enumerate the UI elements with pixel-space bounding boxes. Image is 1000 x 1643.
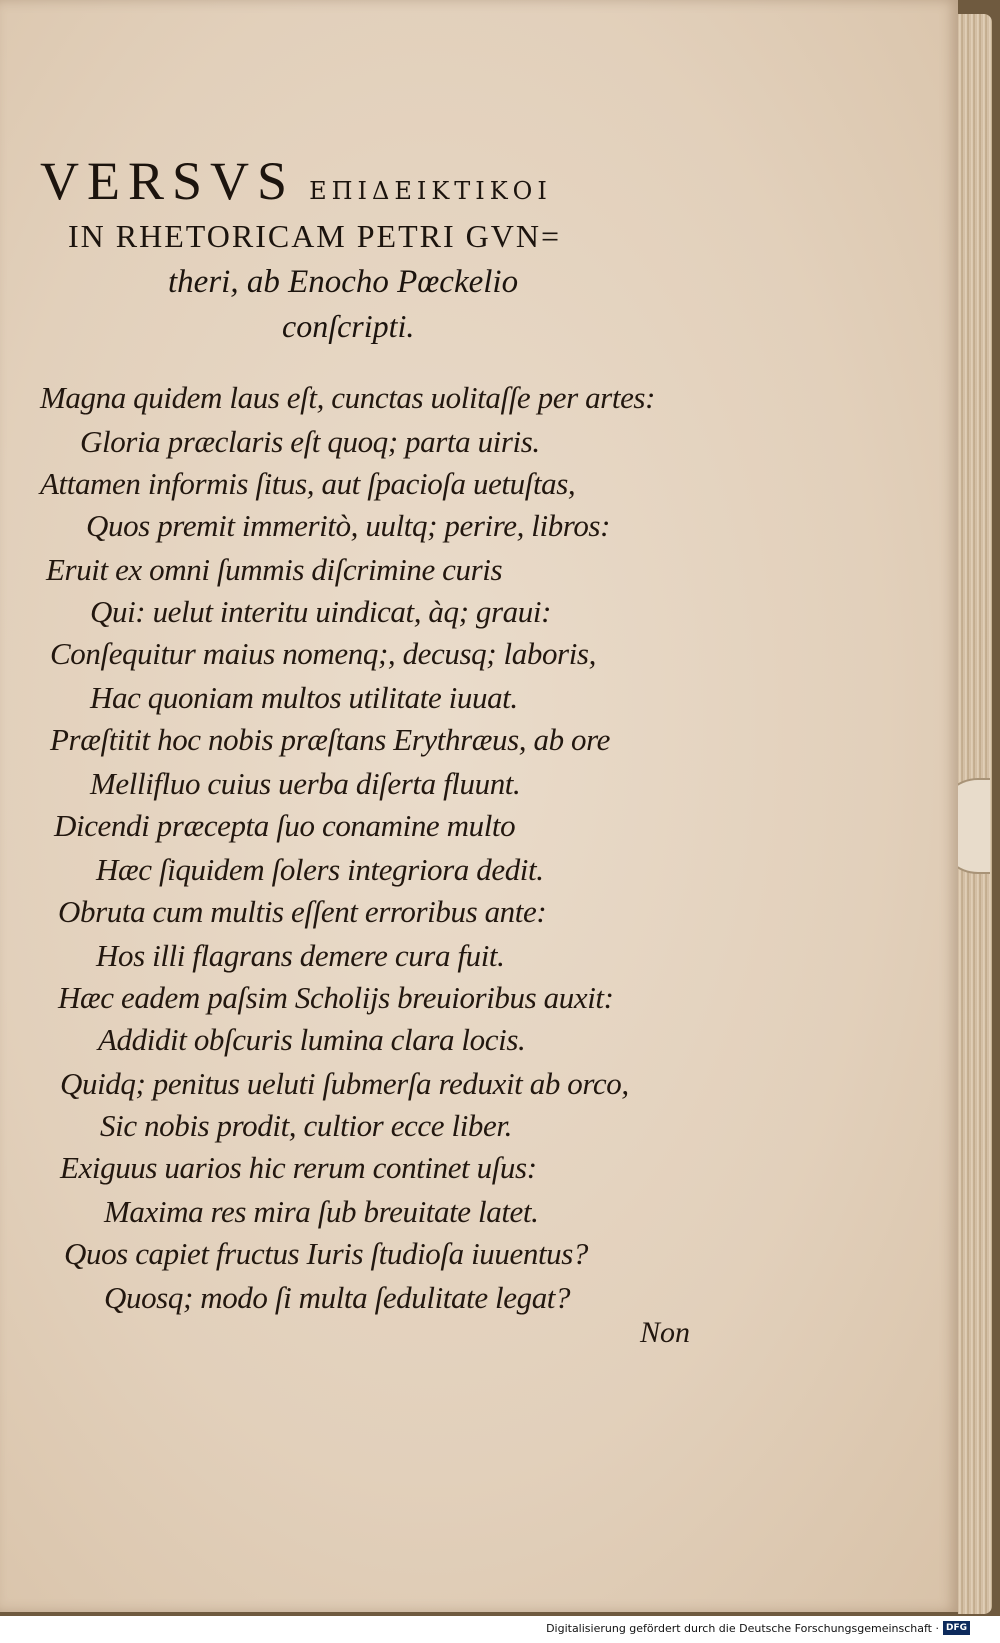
verse-line: Hac quoniam multos utilitate iuuat. [90, 680, 518, 715]
verse-line: Sic nobis prodit, cultior ecce liber. [100, 1108, 512, 1143]
verse-line: Attamen informis ſitus, aut ſpacioſa uetuſtas, [40, 466, 576, 501]
verse-line: Eruit ex omni ſummis diſcrimine curis [46, 552, 503, 587]
verse-line: Hæc eadem paſsim Scholijs breuioribus auxit: [58, 980, 614, 1015]
verse-line: Quos capiet fructus Iuris ſtudioſa iuuentus? [64, 1236, 589, 1271]
verse-line: Addidit obſcuris lumina clara locis. [98, 1022, 526, 1057]
verse-line: Quidq; penitus ueluti ſubmerſa reduxit ab orco, [60, 1066, 629, 1101]
title-line-4: conſcripti. [282, 308, 415, 344]
title-line-2: IN RHETORICAM PETRI GVN= [68, 218, 562, 254]
verse-line: Qui: uelut interitu uindicat, àq; graui: [90, 594, 552, 629]
credit-text: Digitalisierung gefördert durch die Deutsche Forschungsgemeinschaft · [546, 1621, 939, 1635]
verse-line: Præſtitit hoc nobis præſtans Erythræus, ab ore [50, 722, 611, 757]
verse-line: Maxima res mira ſub breuitate latet. [104, 1194, 539, 1229]
verse-line: Hæc ſiquidem ſolers integriora dedit. [96, 852, 544, 887]
verse-line: Obruta cum multis eſſent erroribus ante: [58, 894, 547, 929]
title-greek: ΕΠΙΔΕΙΚΤΙΚΟΙ [309, 177, 552, 205]
verse-line: Mellifluo cuius uerba diſerta fluunt. [90, 766, 521, 801]
verse-line: Conſequitur maius nomenq;, decusq; laboris, [50, 636, 596, 671]
title-line-3: theri, ab Enocho Pœckelio [168, 264, 519, 300]
verse-line: Hos illi flagrans demere cura fuit. [96, 938, 505, 973]
verse-line: Magna quidem laus eſt, cunctas uolitaſſe per artes: [40, 380, 656, 415]
verse-line: Dicendi præcepta ſuo conamine multo [54, 808, 516, 843]
verse-line: Exiguus uarios hic rerum continet uſus: [60, 1150, 537, 1185]
verse-line: Quosq; modo ſi multa ſedulitate legat? [104, 1280, 571, 1315]
catchword: Non [640, 1316, 691, 1349]
verse-line: Quos premit immeritò, uultq; perire, libros: [86, 508, 611, 543]
verse-line: Gloria præclaris eſt quoq; parta uiris. [80, 424, 540, 459]
title-versus: VERSVS [40, 151, 296, 211]
digitization-credit [546, 1621, 970, 1635]
dfg-logo: DFG [943, 1621, 970, 1635]
